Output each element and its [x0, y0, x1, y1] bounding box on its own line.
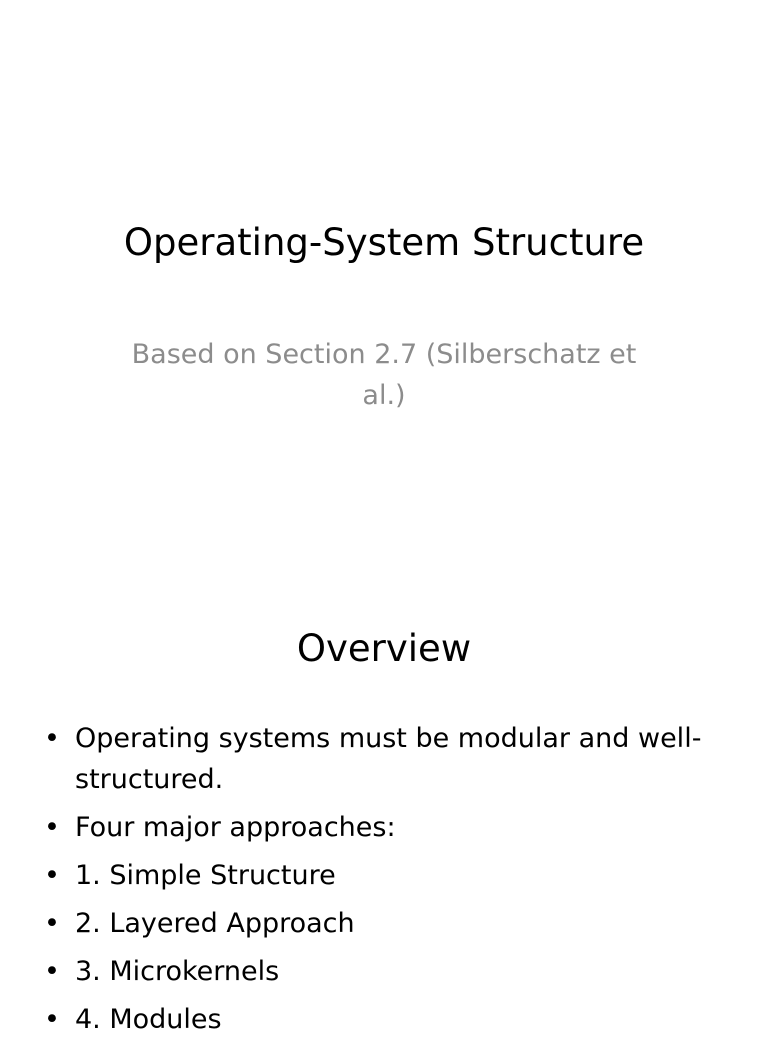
bullet-text: 3. Microkernels — [75, 956, 280, 987]
slide-title: Operating-System Structure — [123, 221, 645, 264]
bullet-text: 4. Modules — [75, 1004, 222, 1035]
slide-subtitle: Based on Section 2.7 (Silberschatz et al.) — [131, 339, 637, 411]
bullet-text: Operating systems must be modular and well-structured. — [75, 723, 702, 795]
overview-slide — [0, 576, 768, 1035]
bullet-icon: • — [44, 1004, 60, 1035]
bullet-item — [40, 718, 730, 800]
bullet-item — [40, 999, 730, 1040]
bullet-item — [40, 807, 730, 848]
bullet-icon: • — [44, 812, 60, 843]
bullet-item — [40, 855, 730, 896]
bullet-item — [40, 903, 730, 944]
bullet-text: 1. Simple Structure — [75, 860, 336, 891]
bullet-text: 2. Layered Approach — [75, 908, 355, 939]
bullet-icon: • — [44, 723, 60, 754]
bullet-icon: • — [44, 860, 60, 891]
bullet-text: Four major approaches: — [75, 812, 396, 843]
bullet-item — [40, 951, 730, 992]
slide-title: Overview — [296, 627, 472, 670]
bullet-list — [40, 718, 730, 1047]
bullet-icon: • — [44, 956, 60, 987]
bullet-icon: • — [44, 908, 60, 939]
